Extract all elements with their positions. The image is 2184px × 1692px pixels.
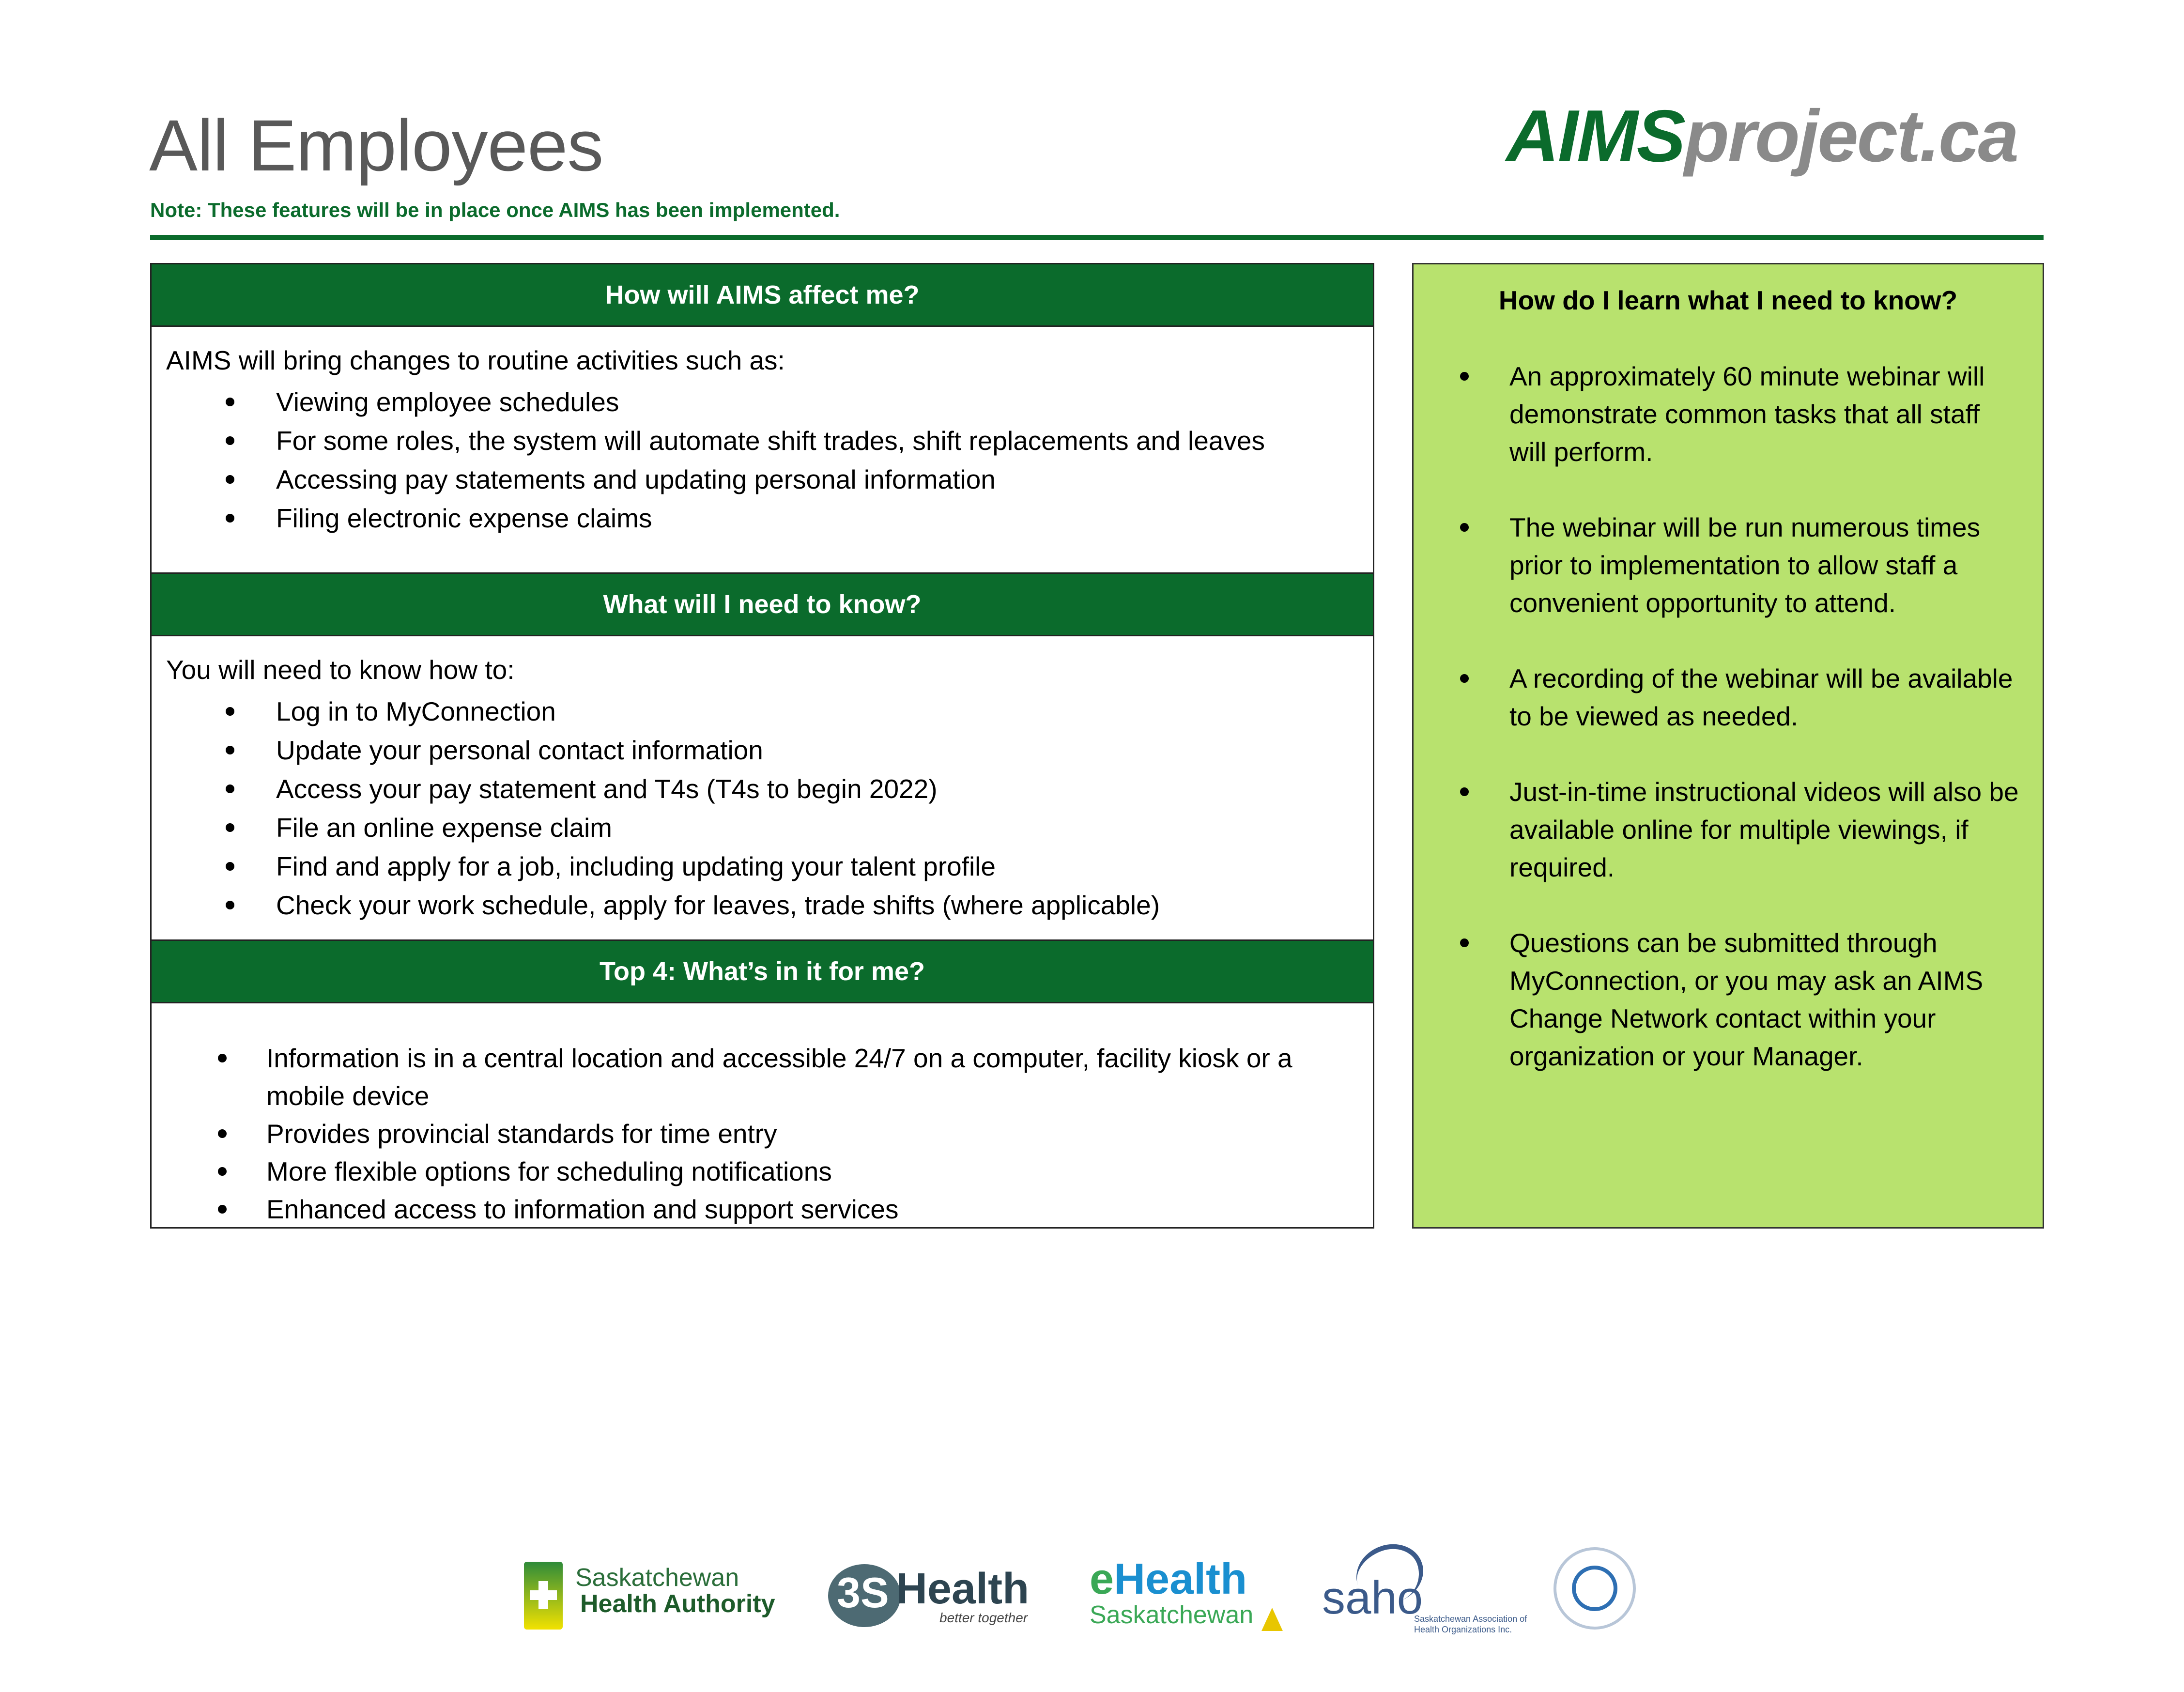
list-item: An approximately 60 minute webinar will demonstrate common tasks that all staff will perform. (1414, 357, 2024, 471)
brand-secondary: project.ca (1684, 95, 2018, 177)
section-heading-need-to-know: What will I need to know? (152, 574, 1373, 635)
list-item: Enhanced access to information and support services (152, 1190, 1362, 1228)
ehealth-name: eHealth (1090, 1555, 1247, 1603)
list-item: The webinar will be run numerous times prior to implementation to allow staff a convenient opportunity to attend. (1414, 508, 2024, 622)
list-item: More flexible options for scheduling notifications (152, 1153, 1362, 1190)
bullet-icon (218, 1167, 227, 1176)
bullet-icon (226, 862, 234, 871)
list-item: Log in to MyConnection (152, 692, 1160, 731)
list-item: Information is in a central location and accessible 24/7 on a computer, facility kiosk or a mobile device (152, 1039, 1362, 1115)
list-need-to-know (152, 692, 1160, 924)
list-item: Find and apply for a job, including updating your talent profile (152, 847, 1160, 886)
header-divider (150, 235, 2044, 240)
list-item: Questions can be submitted through MyConnection, or you may ask an AIMS Change Network contact within your organization or your Manager. (1414, 924, 2024, 1075)
list-item: Access your pay statement and T4s (T4s to begin 2022) (152, 769, 1160, 808)
bullet-icon (226, 901, 234, 909)
section-heading-top-4: Top 4: What’s in it for me? (152, 941, 1373, 1002)
learning-list (1414, 357, 2024, 1113)
ehealth-region: Saskatchewan (1090, 1601, 1254, 1629)
partner-logos (518, 1545, 1651, 1637)
sha-line-2: Health Authority (580, 1590, 775, 1618)
ehealth-saskatchewan-logo[interactable] (1090, 1545, 1283, 1637)
bullet-icon (218, 1129, 227, 1138)
list-item: Provides provincial standards for time entry (152, 1115, 1362, 1153)
saho-logo[interactable] (1322, 1545, 1525, 1637)
list-top-4 (152, 1039, 1362, 1228)
bullet-icon (226, 436, 234, 445)
3s-health-logo-icon (828, 1564, 901, 1627)
section-divider (152, 1002, 1373, 1003)
bullet-icon (1460, 372, 1469, 381)
ehealth-triangle-icon (1261, 1608, 1283, 1631)
page-title: All Employees (149, 105, 603, 186)
bullet-icon (226, 398, 234, 406)
learning-heading: How do I learn what I need to know? (1498, 285, 1958, 315)
list-affect (152, 383, 1265, 538)
section-divider (152, 635, 1373, 636)
section-intro-need-to-know: You will need to know how to: (166, 655, 515, 685)
learning-info-box (1412, 263, 2044, 1229)
bullet-icon (226, 475, 234, 484)
bullet-icon (1460, 674, 1469, 683)
list-item: For some roles, the system will automate shift trades, shift replacements and leaves (152, 421, 1265, 460)
list-item: A recording of the webinar will be available to be viewed as needed. (1414, 660, 2024, 735)
bullet-icon (218, 1205, 227, 1214)
bullet-icon (226, 514, 234, 523)
brand-primary: AIMS (1506, 95, 1684, 177)
bullet-icon (1460, 787, 1469, 796)
cancer-agency-inner-icon (1572, 1566, 1617, 1611)
section-heading-affect: How will AIMS affect me? (152, 264, 1373, 325)
section-divider (152, 325, 1373, 327)
cancer-agency-logo[interactable] (1553, 1545, 1641, 1637)
saskatchewan-health-authority-logo[interactable] (518, 1545, 789, 1637)
implementation-note: Note: These features will be in place once AIMS has been implemented. (150, 199, 840, 221)
bullet-icon (1460, 938, 1469, 947)
bullet-icon (218, 1054, 227, 1062)
list-item: Accessing pay statements and updating personal information (152, 460, 1265, 499)
list-item: Check your work schedule, apply for leaves, trade shifts (where applicable) (152, 886, 1160, 924)
3s-health-logo[interactable] (828, 1545, 1031, 1637)
section-intro-affect: AIMS will bring changes to routine activities such as: (166, 345, 785, 375)
bullet-icon (226, 784, 234, 793)
list-item: File an online expense claim (152, 808, 1160, 847)
left-info-box (150, 263, 1374, 1229)
bullet-icon (226, 823, 234, 832)
3s-health-name: Health (896, 1565, 1030, 1613)
list-item: Viewing employee schedules (152, 383, 1265, 421)
saho-name: saho (1322, 1572, 1423, 1624)
bullet-icon (226, 707, 234, 716)
list-item: Update your personal contact information (152, 731, 1160, 769)
saho-full-name: Saskatchewan Association of Health Organizations Inc. (1414, 1614, 1527, 1634)
list-item: Just-in-time instructional videos will also be available online for multiple viewings, if required. (1414, 773, 2024, 886)
bullet-icon (1460, 523, 1469, 532)
aims-project-logo[interactable] (1506, 95, 2018, 177)
3s-health-tagline: better together (939, 1610, 1028, 1625)
list-item: Filing electronic expense claims (152, 499, 1265, 538)
bullet-icon (226, 746, 234, 754)
sha-line-1: Saskatchewan (575, 1564, 739, 1592)
sha-cross-icon (524, 1562, 563, 1630)
